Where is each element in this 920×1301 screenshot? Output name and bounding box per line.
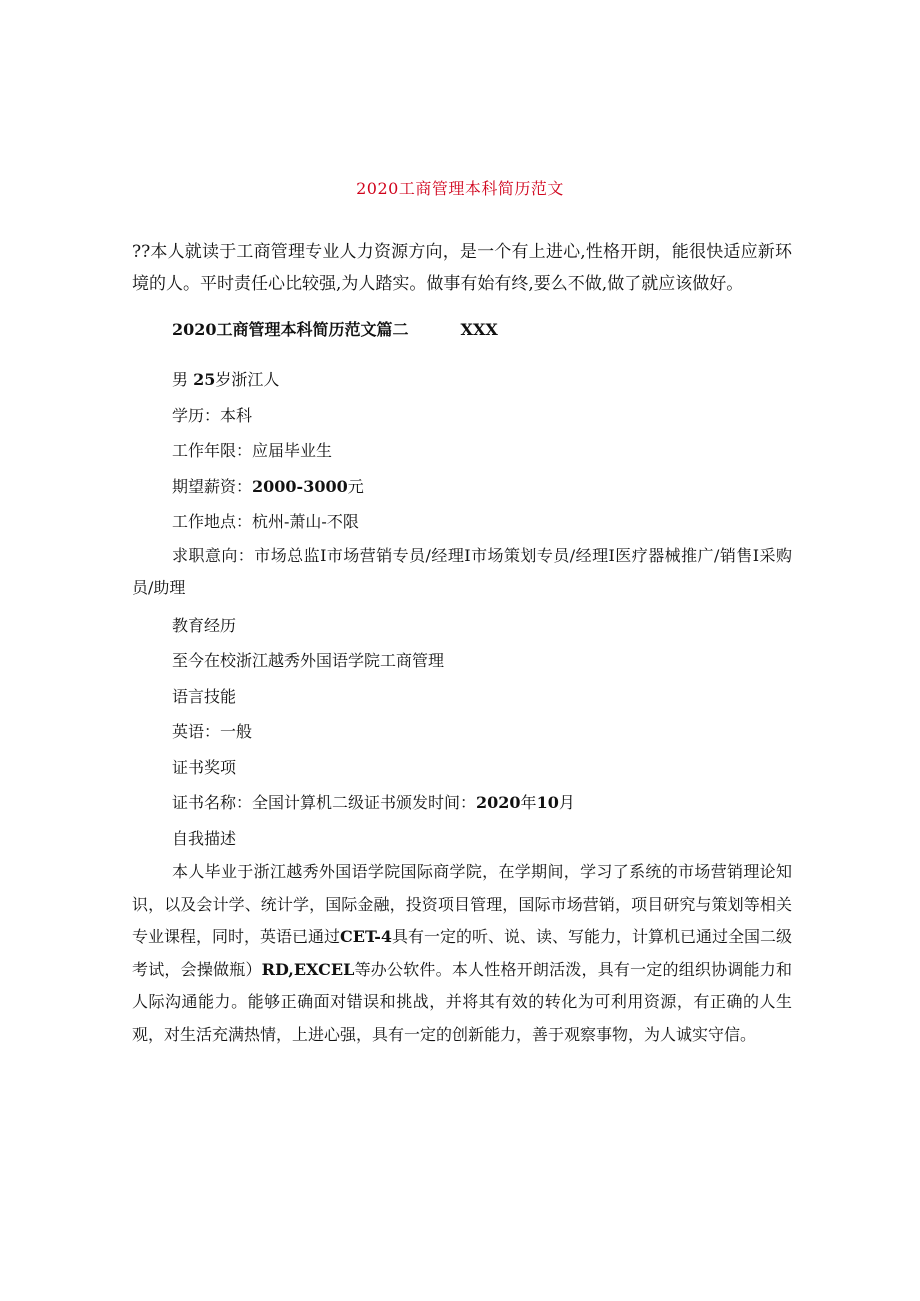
certificate-year-suffix: 年 <box>520 793 537 812</box>
certificate-month: 10 <box>536 793 559 812</box>
candidate-name: XXX <box>460 320 498 339</box>
certificate-line <box>132 785 792 821</box>
certificate-month-suffix: 月 <box>558 793 575 812</box>
subheading-label: 2020工商管理本科简历范文篇二 <box>172 320 409 339</box>
profile-line <box>132 362 792 398</box>
self-description-paragraph <box>132 856 792 1051</box>
self-description-part3: 等办公软件。本人性格开朗活泼，具有一定的组织协调能力和人际沟通能力。能够正确面对错误和挑战，并将其有效的转化为可利用资源，有正确的人生观，对生活充满热情，上进心强，具有一定的创新能力，善于观察事物，为人诚实守信。 <box>132 959 792 1044</box>
language-detail: 英语：一般 <box>172 722 253 741</box>
document-title: 2020工商管理本科简历范文 <box>356 179 564 198</box>
self-description-part2: 具有一定的听、说、读、写能力，计算机已通过全国二级考试，会操做瓶） <box>132 927 792 979</box>
salary-label: 期望薪资： <box>172 476 253 496</box>
profile-age: 25 <box>193 370 216 389</box>
self-heading: 自我描述 <box>172 828 237 848</box>
education-level-line: 学历：本科 <box>172 405 253 425</box>
education-detail: 至今在校浙江越秀外国语学院工商管理 <box>172 651 445 670</box>
software-label: RD,EXCEL <box>261 959 355 979</box>
certificate-year: 2020 <box>476 793 521 812</box>
cet-label: CET-4 <box>340 927 392 946</box>
education-heading: 教育经历 <box>172 615 237 635</box>
language-heading: 语言技能 <box>172 686 237 706</box>
salary-unit: 元 <box>347 476 364 496</box>
certificate-heading: 证书奖项 <box>172 757 237 777</box>
salary-line <box>132 469 792 505</box>
work-years-line: 工作年限：应届毕业生 <box>172 441 333 460</box>
certificate-label: 证书名称：全国计算机二级证书颁发时间： <box>172 793 477 812</box>
self-description-part1: 本人毕业于浙江越秀外国语学院国际商学院，在学期间，学习了系统的市场营销理论知识，以及会计学、统计学，国际金融，投资项目管理，国际市场营销，项目研究与策划等相关专业课程，同时，英语已通过 <box>132 862 792 946</box>
intro-paragraph: ??本人就读于工商管理专业人力资源方向，是一个有上进心,性格开朗，能很快适应新环境的人。平时责任心比较强,为人踏实。做事有始有终,要么不做,做了就应该做好。 <box>132 242 792 294</box>
location-line: 工作地点：杭州-萧山-不限 <box>172 512 359 531</box>
resume-body <box>132 362 792 1051</box>
profile-gender: 男 <box>172 370 189 389</box>
salary-value: 2000-3000 <box>252 476 348 496</box>
profile-age-suffix: 岁浙江人 <box>215 370 280 389</box>
resume-subheading <box>172 320 792 340</box>
job-intent-paragraph: 求职意向：市场总监I市场营销专员/经理I市场策划专员/经理I医疗器械推广/销售I采购员/助理 <box>132 545 792 597</box>
